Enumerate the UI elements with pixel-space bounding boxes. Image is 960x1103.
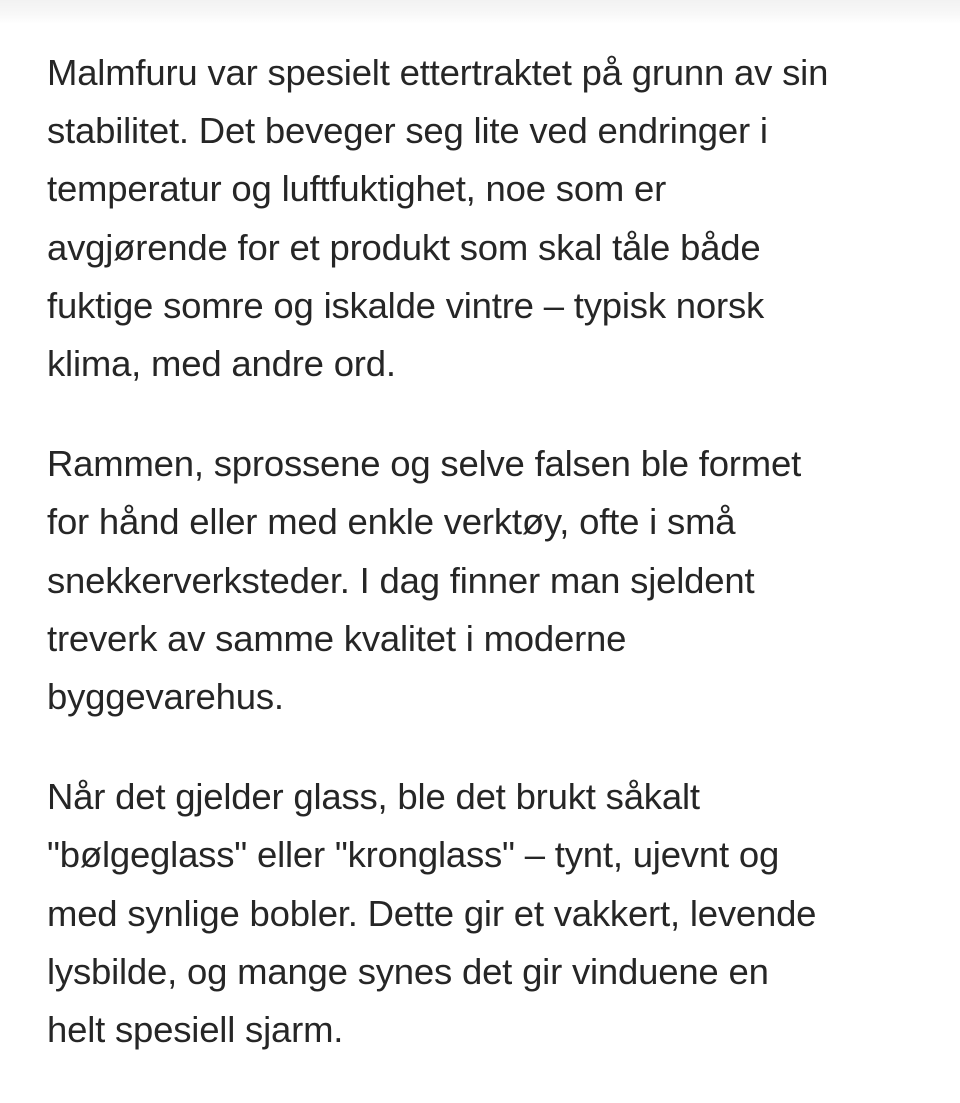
text-line: med synlige bobler. Dette gir et vakkert, levende	[47, 892, 817, 934]
text-line: temperatur og luftfuktighet, noe som er	[47, 168, 667, 210]
text-line: fuktige somre og iskalde vintre – typisk norsk	[47, 284, 765, 326]
text-line: stabilitet. Det beveger seg lite ved endringer i	[47, 110, 768, 152]
top-scroll-shadow	[0, 0, 960, 24]
article-body	[47, 44, 927, 1101]
text-line: snekkerverksteder. I dag finner man sjeldent	[47, 559, 755, 601]
paragraph-malmfuru	[47, 44, 927, 393]
text-line: klima, med andre ord.	[47, 343, 396, 385]
paragraph-glass	[47, 768, 927, 1059]
text-line: "bølgeglass" eller "kronglass" – tynt, ujevnt og	[47, 834, 780, 876]
paragraph-rammen	[47, 435, 927, 726]
text-line: Malmfuru var spesielt ettertraktet på grunn av sin	[47, 52, 829, 93]
text-line: treverk av samme kvalitet i moderne	[47, 617, 627, 659]
text-line: byggevarehus.	[47, 676, 284, 718]
text-line: Rammen, sprossene og selve falsen ble formet	[47, 443, 802, 485]
text-line: Når det gjelder glass, ble det brukt såkalt	[47, 776, 700, 818]
text-line: helt spesiell sjarm.	[47, 1009, 344, 1051]
text-line: lysbilde, og mange synes det gir vinduene en	[47, 950, 769, 992]
text-line: avgjørende for et produkt som skal tåle både	[47, 226, 761, 268]
text-line: for hånd eller med enkle verktøy, ofte i små	[47, 501, 736, 543]
